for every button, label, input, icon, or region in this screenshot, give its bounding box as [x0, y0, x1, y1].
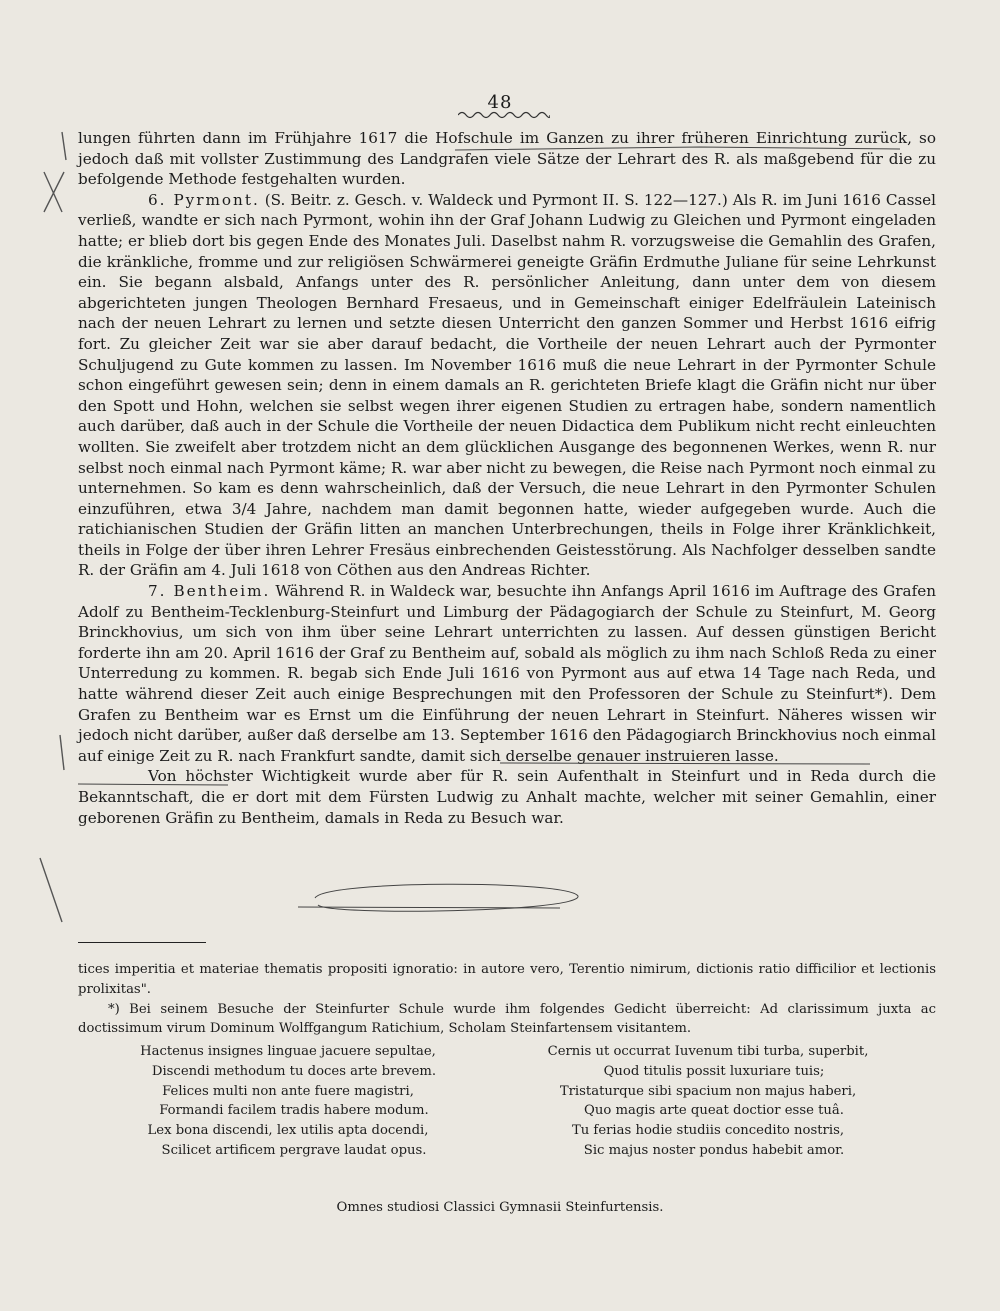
footnote-continuation: tices imperitia et materiae thematis propositi ignoratio: in autore vero, Terentio nimirum, dictionis ratio difficilior et lectionis prolixitas".: [78, 962, 936, 997]
circle-mark: [315, 884, 578, 911]
poem-right-column: [498, 1042, 918, 1161]
poem-line: Sic majus noster pondus habebit amor.: [583, 1142, 845, 1158]
poem-line: Discendi methodum tu doces arte brevem.: [151, 1063, 437, 1079]
poem-line: Tu ferias hodie studiis concedito nostris,: [571, 1123, 845, 1139]
section-7-text: Während R. in Waldeck war, besuchte ihn Anfangs April 1616 im Auftrage des Grafen Adolf zu Bentheim-Tecklenburg-Steinfurt und Limburg der Pädagogiarch der Schule zu Steinfurt, M. Georg Brinckhovius, um sich von ihm über seine Lehrart unterrichten zu lassen. Auf dessen günstigen Bericht forderte ihn am 20. April 1616 der Graf zu Bentheim auf, sobald als möglich zu ihm nach Schloß Reda zu einer Unterredung zu kommen. R. begab sich Ende Juli 1616 von Pyrmont aus auf etwa 14 Tage nach Reda, und hatte während dieser Zeit auch einige Besprechungen mit den Professoren der Schule zu Steinfurt*). Dem Grafen zu Bentheim war es Ernst um die Einführung der neuen Lehrart in Steinfurt. Näheres wissen wir jedoch nicht darüber, außer daß derselbe am 13. September 1616 den Pädagogiarch Brinckhovius noch einmal auf einige Zeit zu R. nach Frankfurt sandte, damit sich derselbe genauer instruieren lasse.: [78, 582, 936, 765]
poem-line: Hactenus insignes linguae jacuere sepultae,: [140, 1044, 436, 1059]
poem-line: Cernis ut occurrat Iuvenum tibi turba, superbit,: [547, 1044, 869, 1059]
section-6: [78, 190, 936, 581]
section-6-text: (S. Beitr. z. Gesch. v. Waldeck und Pyrmont II. S. 122—127.) Als R. im Juni 1616 Cassel verließ, wandte er sich nach Pyrmont, wohin ihn der Graf Johann Ludwig zu Gleichen und Pyrmont eingeladen hatte; er blieb dort bis gegen Ende des Monates Juli. Daselbst nahm R. vorzugsweise die Gemahlin des Grafen, die kränkliche, fromme und zur religiösen Schwärmerei geneigte Gräfin Erdmuthe Juliane für seine Lehrkunst ein. Sie begann alsbald, Anfangs unter des R. persönlicher Anleitung, dann unter dem von diesem abgerichteten jungen Theologen Bernhard Fresaeus, und in Gemeinschaft einiger Edelfräulein Lateinisch nach der neuen Lehrart zu lernen und setzte diesen Unterricht den ganzen Sommer und Herbst 1616 eifrig fort. Zu gleicher Zeit war sie aber darauf bedacht, die Vortheile der neuen Lehrart auch der Pyrmonter Schuljugend zu Gute kommen zu lassen. Im November 1616 muß die neue Lehrart in der Pyrmonter Schule schon eingeführt gewesen sein; denn in einem damals an R. gerichteten Briefe klagt die Gräfin nicht nur über den Spott und Hohn, welchen sie selbst wegen ihrer eigenen Studien zu ertragen habe, sondern namentlich auch darüber, daß auch in der Schule die Vortheile der neuen Didactica dem Publikum nicht recht einleuchten wollten. Sie zweifelt aber trotzdem nicht an dem glücklichen Ausgange des begonnenen Werkes, wenn R. nur selbst noch einmal nach Pyrmont käme; R. war aber nicht zu bewegen, die Reise nach Pyrmont noch einmal zu unternehmen. So kam es denn wahrscheinlich, daß der Versuch, die neue Lehrart in den Pyrmonter Schulen einzuführen, etwa 3/4 Jahre, nachdem man damit begonnen hatte, wieder aufgegeben wurde. Auch die ratichianischen Studien der Gräfin litten an manchen Unterbrechungen, theils in Folge ihrer Kränklichkeit, theils in Folge der über ihren Lehrer Fresäus einbrechenden Geistesstörung. Als Nachfolger desselben sandte R. der Gräfin am 4. Juli 1618 von Cöthen aus den Andreas Richter.: [78, 190, 936, 580]
poem-line: Formandi facilem tradis habere modum.: [159, 1103, 429, 1119]
poem-line: Scilicet artificem pergrave laudat opus.: [161, 1142, 427, 1158]
footnotes: [78, 960, 936, 1039]
margin-mark: [40, 858, 62, 922]
poem-line: Quo magis arte queat doctior esse tuâ.: [584, 1103, 844, 1119]
poem-line: Quod titulis possit luxuriare tuis;: [603, 1063, 825, 1079]
poem-line: Tristaturque sibi spacium non majus haberi,: [559, 1083, 857, 1099]
section-6-heading: 6. Pyrmont.: [148, 190, 260, 209]
paragraph-closing: Von höchster Wichtigkeit wurde aber für R. sein Aufenthalt in Steinfurt und in Reda durch die Bekanntschaft, die er dort mit dem Fürsten Ludwig zu Anhalt machte, welcher mit seiner Gemahlin, einer geborenen Gräfin zu Bentheim, damals in Reda zu Besuch war.: [78, 767, 936, 827]
page-number: 48: [487, 92, 513, 113]
section-7-heading: 7. Bentheim.: [148, 582, 271, 601]
footnote-star: *) Bei seinem Besuche der Steinfurter Schule wurde ihm folgendes Gedicht überreicht: Ad clarissimum juxta ac doctissimum virum Dominum Wolffgangum Ratichium, Scholam Steinfartensem visitantem.: [78, 1001, 936, 1037]
poem-left-column: [78, 1042, 498, 1161]
footnote-divider: [78, 942, 206, 943]
page-number-ornament: [458, 110, 550, 120]
paragraph-intro: lungen führten dann im Frühjahre 1617 die Hofschule im Ganzen zu ihrer früheren Einrichtung zurück, so jedoch daß mit vollster Zustimmung des Landgrafen viele Sätze der Lehrart des R. als maßgebend für die zu befolgende Methode festgehalten wurden.: [78, 129, 936, 189]
margin-mark: [44, 172, 64, 212]
poem-line: Felices multi non ante fuere magistri,: [162, 1083, 414, 1099]
poem-signature: Omnes studiosi Classici Gymnasii Steinfurtensis.: [336, 1200, 664, 1215]
poem-line: Lex bona discendi, lex utilis apta docendi,: [147, 1123, 429, 1139]
section-7: [78, 581, 936, 766]
underline-mark: [298, 907, 560, 908]
main-text: [78, 128, 936, 828]
margin-mark: [62, 132, 66, 160]
margin-mark: [60, 735, 64, 770]
